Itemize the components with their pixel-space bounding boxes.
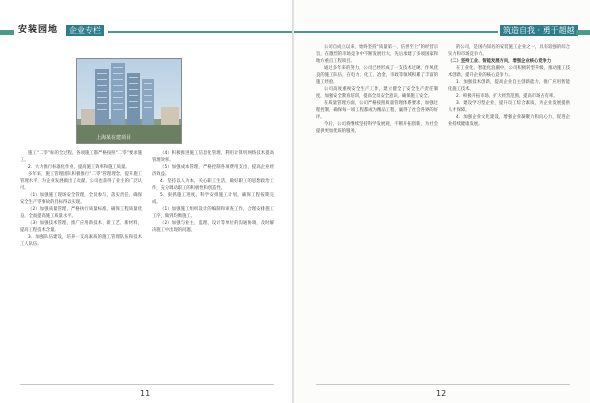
left-column-2 <box>152 150 274 380</box>
paragraph: （二）坚持工业、智能发展方向，增强企业核心竞争力 <box>448 59 552 64</box>
paragraph: （1）加强施工现场安全管理，全员参与，落实责任，确保安全生产零事故的目标得以实现。 <box>20 193 142 205</box>
paragraph: 在工业化、智能化浪潮中，公司积极转型升级，推动施工技术创新，提升企业的核心竞争力。 <box>448 66 570 78</box>
header-rule <box>108 31 294 33</box>
header-tag: 企业专栏 <box>66 25 104 36</box>
photo-caption: 上海某在建项目 <box>96 135 132 141</box>
paragraph: 4．加强企业文化建设，增强企业凝聚力和向心力，促进企业持续健康发展。 <box>448 115 570 127</box>
left-column-1 <box>20 150 142 380</box>
paragraph: 4．坚持以人为本，关心职工生活，做好职工的思想政治工作，充分调动职工的积极性和创造性。 <box>152 179 274 191</box>
paragraph: 的公司，是国内知名的安装施工企业之一，具有较强的综合实力和市场竞争力。 <box>448 45 570 57</box>
paragraph: 公司自成立以来，始终坚持“质量第一、信誉至上”的经营宗旨，在激烈的市场竞争中不断发展壮大，先后承建了多项国家和地方重点工程项目。 <box>316 45 438 64</box>
paragraph: 2．积极开拓市场，扩大经营范围，提高市场占有率。 <box>456 94 558 99</box>
paragraph: 1．加强技术创新，提高企业自主创新能力，推广应用智能化施工技术。 <box>448 80 570 92</box>
paragraph: （1）加强施工组织设计的编制和审查工作，合理安排施工工序，做到均衡施工。 <box>152 207 274 219</box>
header-bar-left <box>0 30 14 35</box>
page-number-right: 12 <box>436 389 447 398</box>
building-illustration <box>77 59 181 143</box>
paragraph: 通过多年来的努力，公司已经形成了一支技术过硬、作风优良的施工队伍，在电力、化工、冶金、市政等领域积累了丰富的施工经验。 <box>316 66 438 85</box>
paragraph: 3．加强队伍建设，培养一支高素质的施工管理队伍和技术工人队伍。 <box>20 235 142 247</box>
right-page <box>294 0 590 403</box>
header-bar-right <box>576 30 590 35</box>
header-slogan: 筑造自我 · 勇于超越 <box>500 25 578 36</box>
paragraph: （2）加强与业主、监理、设计等单位的沟通协调，及时解决施工中出现的问题。 <box>152 221 274 233</box>
footer-rule-left <box>20 384 274 385</box>
page-number-left: 11 <box>140 389 151 398</box>
building-photo <box>76 58 182 144</box>
right-column-1 <box>316 44 438 380</box>
paragraph: 多年来，施工管理团队积极推行“二零”管理理念，提升施工管理水平，为企业发展做出了贡献，公司也获得了业主的广泛认可。 <box>20 172 142 191</box>
header-title: 安装园地 <box>18 25 59 35</box>
paragraph: 今后，公司将继续坚持科学发展观，不断开拓创新，为社会提供更加优质的服务。 <box>316 122 438 134</box>
footer-rule-right <box>316 384 570 385</box>
paragraph: （3）加强技术管理，推广应用新技术、新工艺、新材料，提高工程技术含量。 <box>20 221 142 233</box>
paragraph: 在质量管理方面，公司严格按照质量管理体系要求，加强过程控制，确保每一项工程都成为精品工程，赢得了社会各界的好评。 <box>316 101 438 120</box>
paragraph: 施工“二零”标的全过程，各项施工都严格按照“二零”要求施工。 <box>20 151 142 163</box>
right-column-2 <box>448 44 570 380</box>
left-page <box>0 0 294 403</box>
paragraph: 2．大力推行标准化作业，提高施工效率和施工质量。 <box>28 165 130 170</box>
paragraph: （4）积极推进施工信息化管理，利用计算机网络技术提高管理效率。 <box>152 151 274 163</box>
paragraph: （5）加强成本管理，严格控制各项费用支出，提高企业经济效益。 <box>152 165 274 177</box>
paragraph: （2）加强质量管理，严格执行质量标准，确保工程质量优良，全面提高施工质量水平。 <box>20 207 142 219</box>
paragraph: 5．狠抓施工进度，科学安排施工计划，确保工程按期完成。 <box>152 193 274 205</box>
paragraph: 3．建设学习型企业，提升员工综合素质，为企业发展提供人才保障。 <box>448 101 570 113</box>
paragraph: 公司高度重视安全生产工作，建立健全了安全生产责任制度，加强安全教育培训，提高全员安全意识，确保施工安全。 <box>316 87 438 99</box>
header-rule-right <box>294 31 498 33</box>
